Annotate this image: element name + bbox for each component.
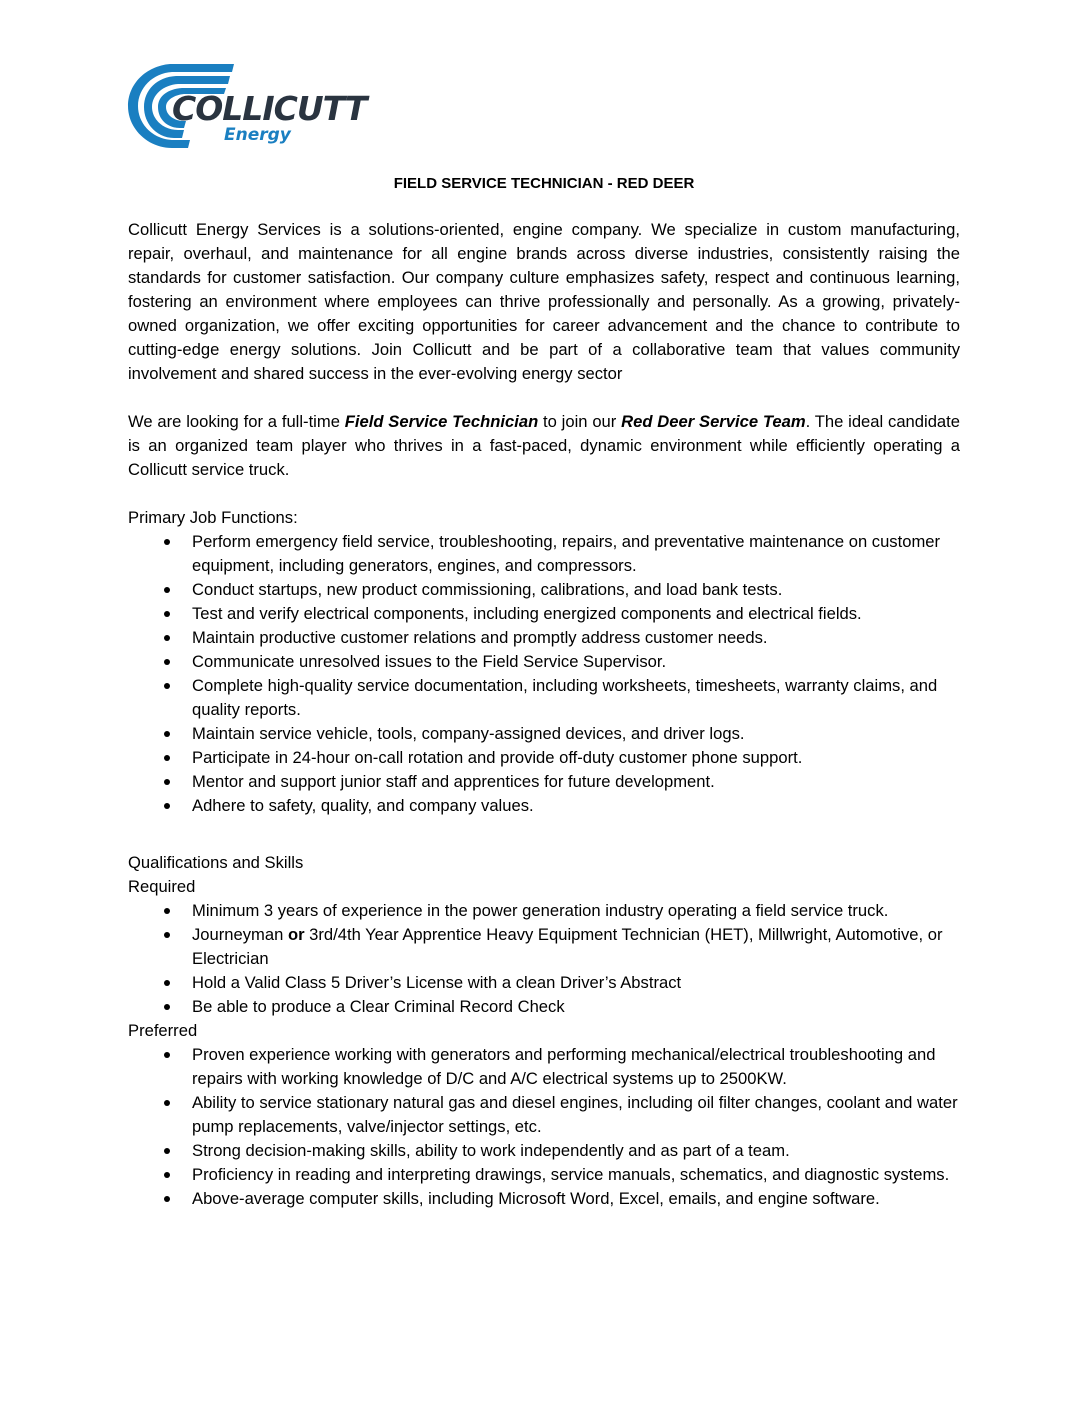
logo-wordmark: COLLICUTT — [172, 89, 367, 128]
qualifications-heading: Qualifications and Skills — [128, 853, 304, 872]
job-functions-section — [128, 506, 960, 818]
list-item: Test and verify electrical components, including energized components and electrical fields. — [128, 602, 960, 626]
required-text-pre: Journeyman — [192, 925, 288, 944]
list-item: Maintain service vehicle, tools, company-assigned devices, and driver logs. — [128, 722, 960, 746]
list-item: Be able to produce a Clear Criminal Record Check — [128, 995, 960, 1019]
list-item: Complete high-quality service documentation, including worksheets, timesheets, warranty claims, and quality reports. — [128, 674, 960, 722]
list-item: Conduct startups, new product commissioning, calibrations, and load bank tests. — [128, 578, 960, 602]
list-item: Strong decision-making skills, ability to work independently and as part of a team. — [128, 1139, 960, 1163]
list-item: Mentor and support junior staff and apprentices for future development. — [128, 770, 960, 794]
seeking-paragraph — [128, 410, 960, 482]
list-item: Communicate unresolved issues to the Field Service Supervisor. — [128, 650, 960, 674]
required-label: Required — [128, 877, 196, 896]
job-functions-list — [128, 530, 960, 818]
list-item: Ability to service stationary natural gas and diesel engines, including oil filter changes, coolant and water pump replacements, valve/injector settings, etc. — [128, 1091, 960, 1139]
list-item — [128, 923, 960, 971]
list-item: Participate in 24-hour on-call rotation and provide off-duty customer phone support. — [128, 746, 960, 770]
required-text-post: 3rd/4th Year Apprentice Heavy Equipment Technician (HET), Millwright, Automotive, or Electrician — [192, 925, 943, 968]
preferred-label: Preferred — [128, 1021, 198, 1040]
collicutt-logo — [126, 62, 372, 150]
list-item: Hold a Valid Class 5 Driver’s License with a clean Driver’s Abstract — [128, 971, 960, 995]
list-item: Proficiency in reading and interpreting drawings, service manuals, schematics, and diagnostic systems. — [128, 1163, 960, 1187]
role-name: Field Service Technician — [344, 412, 539, 431]
seeking-text-1: We are looking for a full-time — [128, 412, 345, 431]
seeking-text-2: to join our — [538, 412, 622, 431]
list-item: Minimum 3 years of experience in the power generation industry operating a field service truck. — [128, 899, 960, 923]
team-name: Red Deer Service Team — [621, 412, 806, 431]
page-title: FIELD SERVICE TECHNICIAN - RED DEER — [393, 175, 695, 192]
intro-section — [128, 218, 960, 386]
list-item: Above-average computer skills, including Microsoft Word, Excel, emails, and engine software. — [128, 1187, 960, 1211]
list-item: Maintain productive customer relations and promptly address customer needs. — [128, 626, 960, 650]
qualifications-section — [128, 851, 960, 1211]
list-item: Proven experience working with generators and performing mechanical/electrical troubleshooting and repairs with working knowledge of D/C and A/C electrical systems up to 2500KW. — [128, 1043, 960, 1091]
required-text-bold: or — [287, 925, 305, 944]
seeking-text-3: . The ideal candidate is an organized team player who thrives in a fast-paced, dynamic environment while efficiently operating a Collicutt service truck. — [128, 412, 960, 479]
list-item: Perform emergency field service, troubleshooting, repairs, and preventative maintenance on customer equipment, including generators, engines, and compressors. — [128, 530, 960, 578]
preferred-list — [128, 1043, 960, 1211]
logo-subtitle: Energy — [224, 125, 291, 145]
list-item: Adhere to safety, quality, and company values. — [128, 794, 960, 818]
required-list — [128, 899, 960, 1019]
job-functions-heading: Primary Job Functions: — [128, 508, 298, 527]
intro-paragraph: Collicutt Energy Services is a solutions-oriented, engine company. We specialize in custom manufacturing, repair, overhaul, and maintenance for all engine brands across diverse industries, consistently raising the standards for customer satisfaction. Our company culture emphasizes safety, respect and continuous learning, fostering an environment where employees can thrive professionally and personally. As a growing, privately-owned organization, we offer exciting opportunities for career advancement and the chance to contribute to cutting-edge energy solutions. Join Collicutt and be part of a collaborative team that values community involvement and shared success in the ever-evolving energy sector — [128, 220, 960, 383]
seeking-section — [128, 410, 960, 482]
